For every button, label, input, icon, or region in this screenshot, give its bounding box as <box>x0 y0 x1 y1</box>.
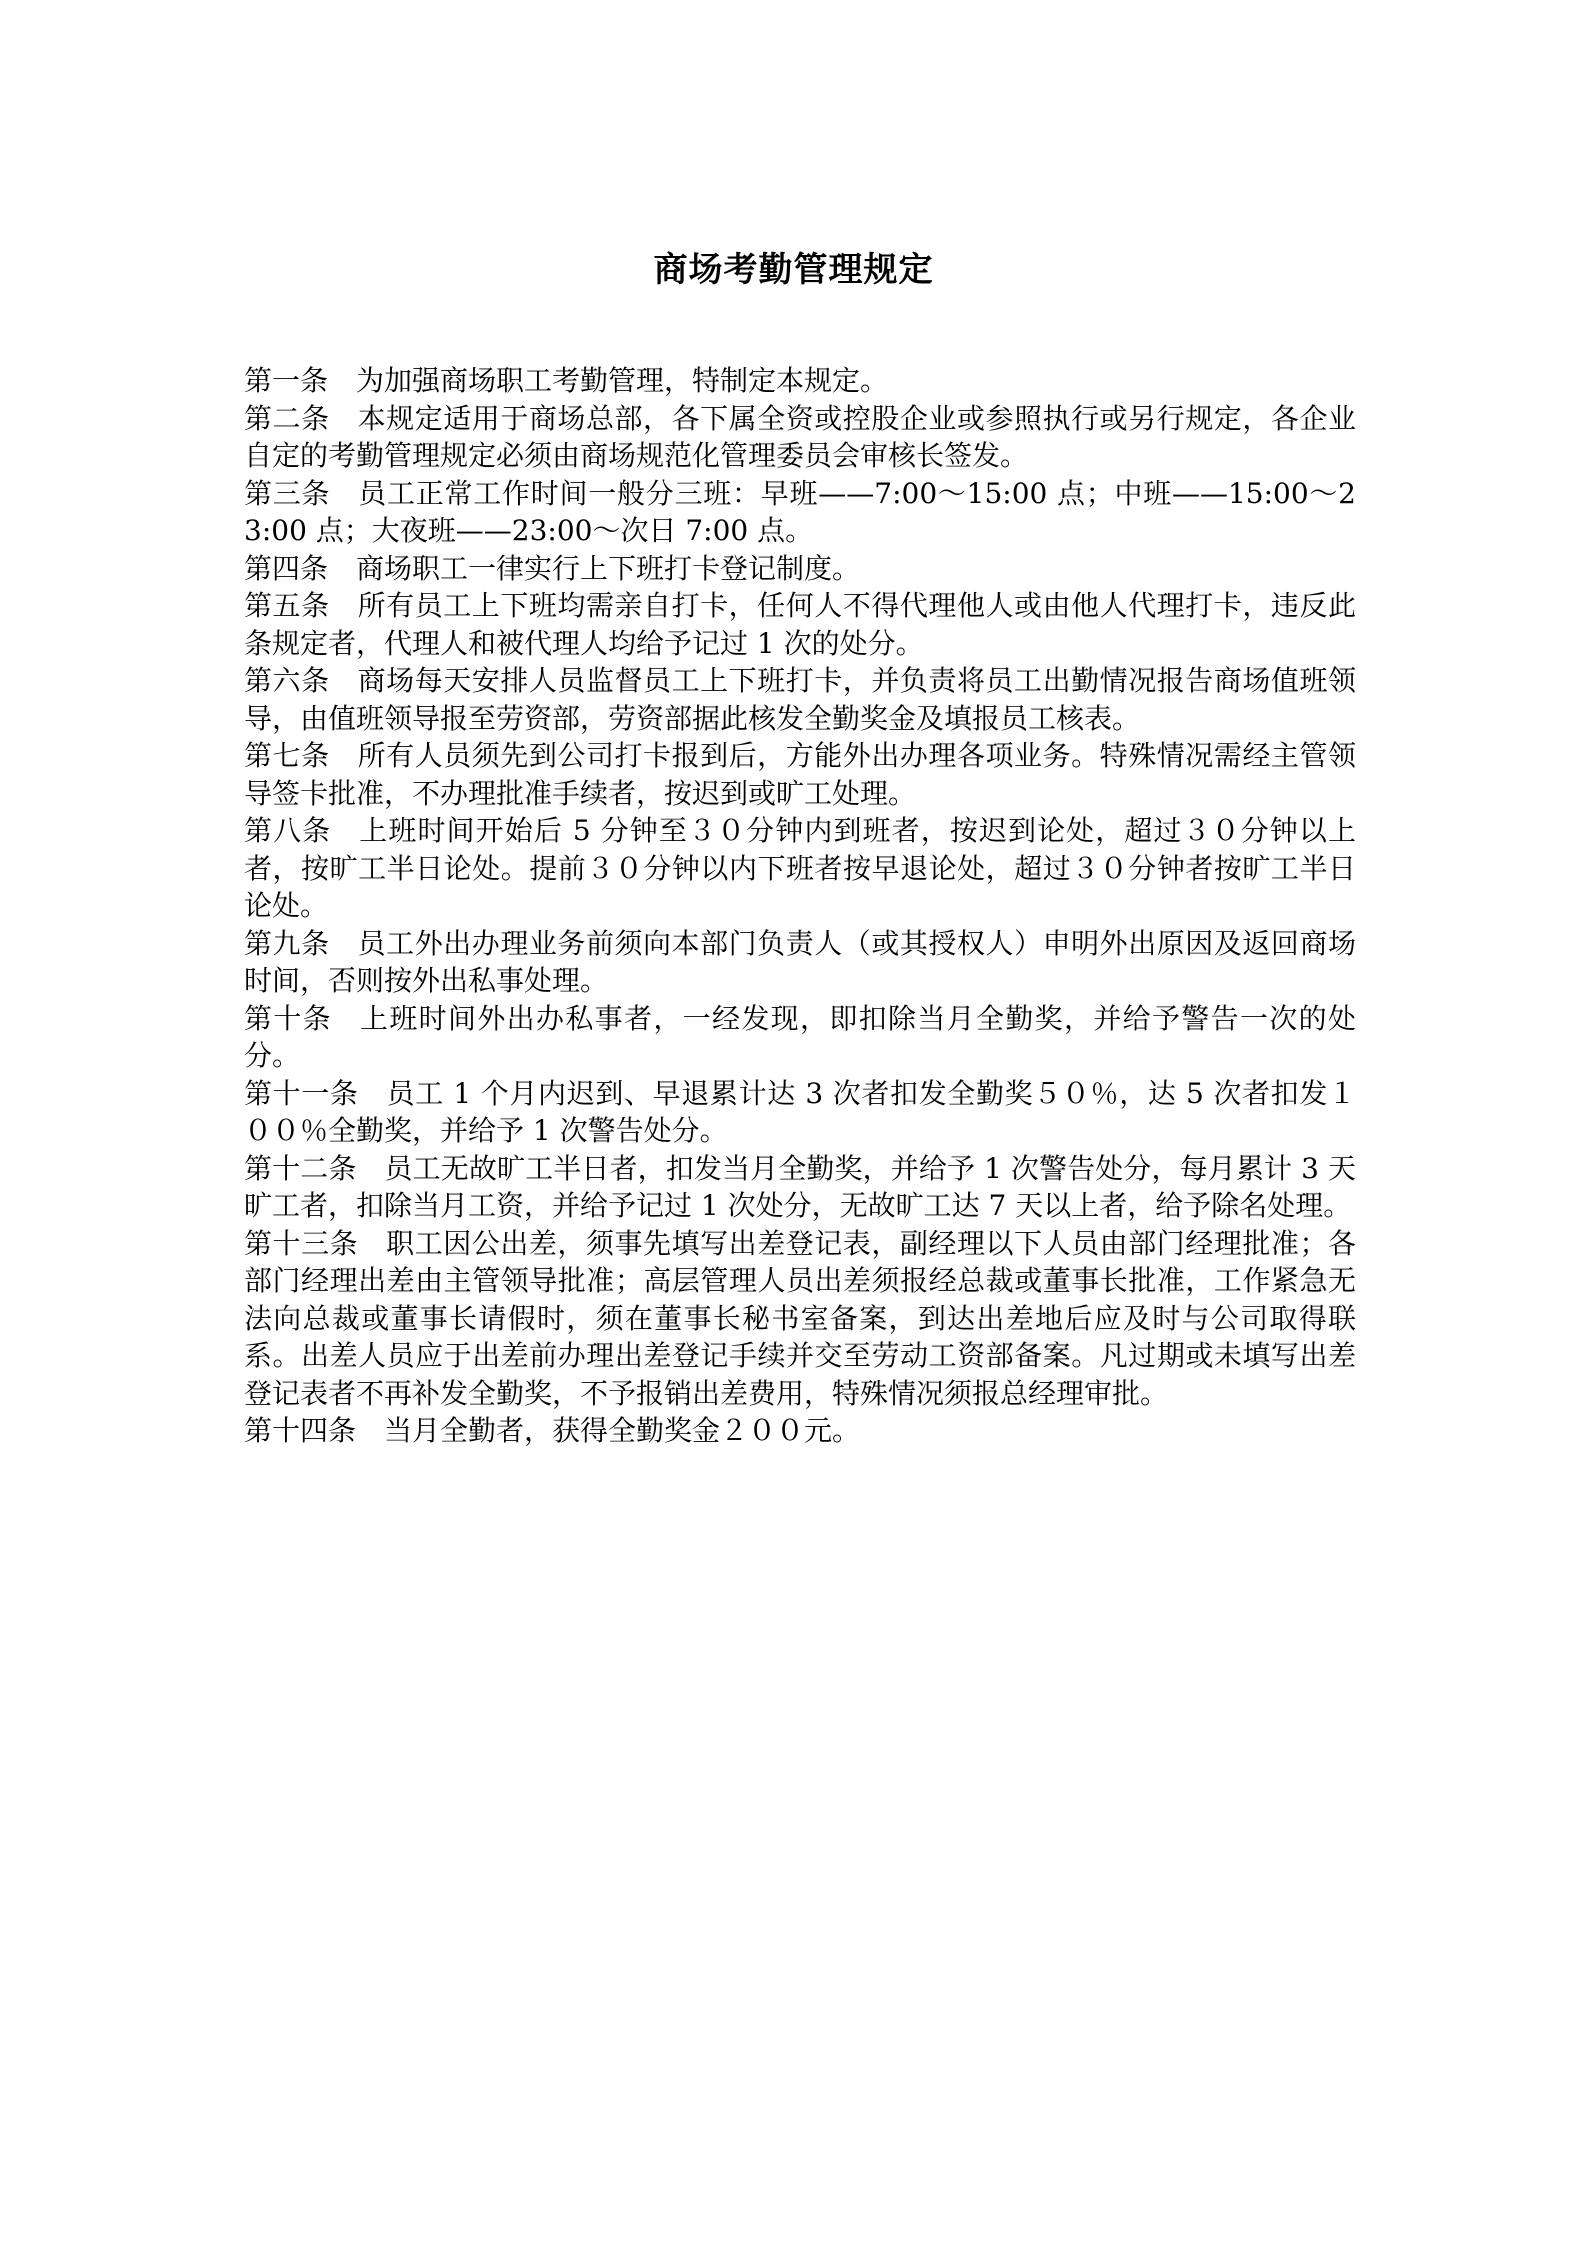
article-text: 商场每天安排人员监督员工上下班打卡，并负责将员工出勤情况报告商场值班领导，由值班领导报至劳资部，劳资部据此核发全勤奖金及填报员工核表。 <box>244 664 1356 735</box>
article-9 <box>244 925 1356 1000</box>
article-text: 所有员工上下班均需亲自打卡，任何人不得代理他人或由他人代理打卡，违反此条规定者，代理人和被代理人均给予记过 1 次的处分。 <box>244 589 1356 660</box>
article-number: 第十三条 <box>244 1226 359 1260</box>
article-number: 第六条 <box>244 664 330 697</box>
article-5 <box>244 587 1356 662</box>
article-11 <box>244 1075 1356 1150</box>
article-14 <box>244 1412 1356 1450</box>
article-number: 第八条 <box>244 814 332 847</box>
article-number: 第五条 <box>244 589 330 622</box>
article-6 <box>244 662 1356 737</box>
article-number: 第二条 <box>244 401 330 435</box>
article-text: 上班时间外出办私事者，一经发现，即扣除当月全勤奖，并给予警告一次的处分。 <box>244 1001 1356 1072</box>
article-number: 第十四条 <box>244 1414 357 1447</box>
article-number: 第九条 <box>244 926 330 960</box>
article-text: 员工 1 个月内迟到、早退累计达 3 次者扣发全勤奖５０％，达 5 次者扣发１００％全勤奖，并给予 1 次警告处分。 <box>244 1076 1356 1147</box>
article-12 <box>244 1150 1356 1225</box>
article-text: 员工正常工作时间一般分三班：早班——7:00～15:00 点；中班——15:00～23:00 点；大夜班——23:00～次日 7:00 点。 <box>244 476 1356 547</box>
article-1 <box>244 362 1356 400</box>
article-7 <box>244 737 1356 812</box>
article-text: 商场职工一律实行上下班打卡登记制度。 <box>356 551 861 585</box>
article-text: 为加强商场职工考勤管理，特制定本规定。 <box>356 364 889 397</box>
article-number: 第十条 <box>244 1001 332 1035</box>
article-text: 上班时间开始后 5 分钟至３０分钟内到班者，按迟到论处，超过３０分钟以上者，按旷工半日论处。提前３０分钟以内下班者按早退论处，超过３０分钟者按旷工半日论处。 <box>244 814 1356 922</box>
article-number: 第十一条 <box>244 1076 359 1110</box>
article-4 <box>244 550 1356 588</box>
article-number: 第三条 <box>244 476 331 510</box>
article-text: 员工外出办理业务前须向本部门负责人（或其授权人）申明外出原因及返回商场时间，否则按外出私事处理。 <box>244 926 1356 997</box>
article-text: 本规定适用于商场总部，各下属全资或控股企业或参照执行或另行规定，各企业自定的考勤管理规定必须由商场规范化管理委员会审核长签发。 <box>244 401 1356 472</box>
article-10 <box>244 1000 1356 1075</box>
article-number: 第四条 <box>244 551 329 585</box>
article-3 <box>244 475 1356 550</box>
article-text: 所有人员须先到公司打卡报到后，方能外出办理各项业务。特殊情况需经主管领导签卡批准，不办理批准手续者，按迟到或旷工处理。 <box>244 739 1356 810</box>
article-2 <box>244 400 1356 475</box>
article-text: 员工无故旷工半日者，扣发当月全勤奖，并给予 1 次警告处分，每月累计 3 天旷工者，扣除当月工资，并给予记过 1 次处分，无故旷工达 7 天以上者，给予除名处理。 <box>244 1151 1356 1222</box>
article-number: 第一条 <box>244 364 329 397</box>
document-title: 商场考勤管理规定 <box>653 250 934 290</box>
document-body <box>244 362 1356 1450</box>
article-number: 第七条 <box>244 739 330 772</box>
article-13 <box>244 1225 1356 1413</box>
article-text: 当月全勤者，获得全勤奖金２００元。 <box>384 1414 861 1447</box>
article-8 <box>244 812 1356 925</box>
article-text: 职工因公出差，须事先填写出差登记表，副经理以下人员由部门经理批准；各部门经理出差由主管领导批准；高层管理人员出差须报经总裁或董事长批准，工作紧急无法向总裁或董事长请假时，须在董事长秘书室备案，到达出差地后应及时与公司取得联系。出差人员应于出差前办理出差登记手续并交至劳动工资部备案。凡过期或未填写出差登记表者不再补发全勤奖，不予报销出差费用，特殊情况须报总经理审批。 <box>244 1226 1356 1410</box>
article-number: 第十二条 <box>244 1151 357 1185</box>
